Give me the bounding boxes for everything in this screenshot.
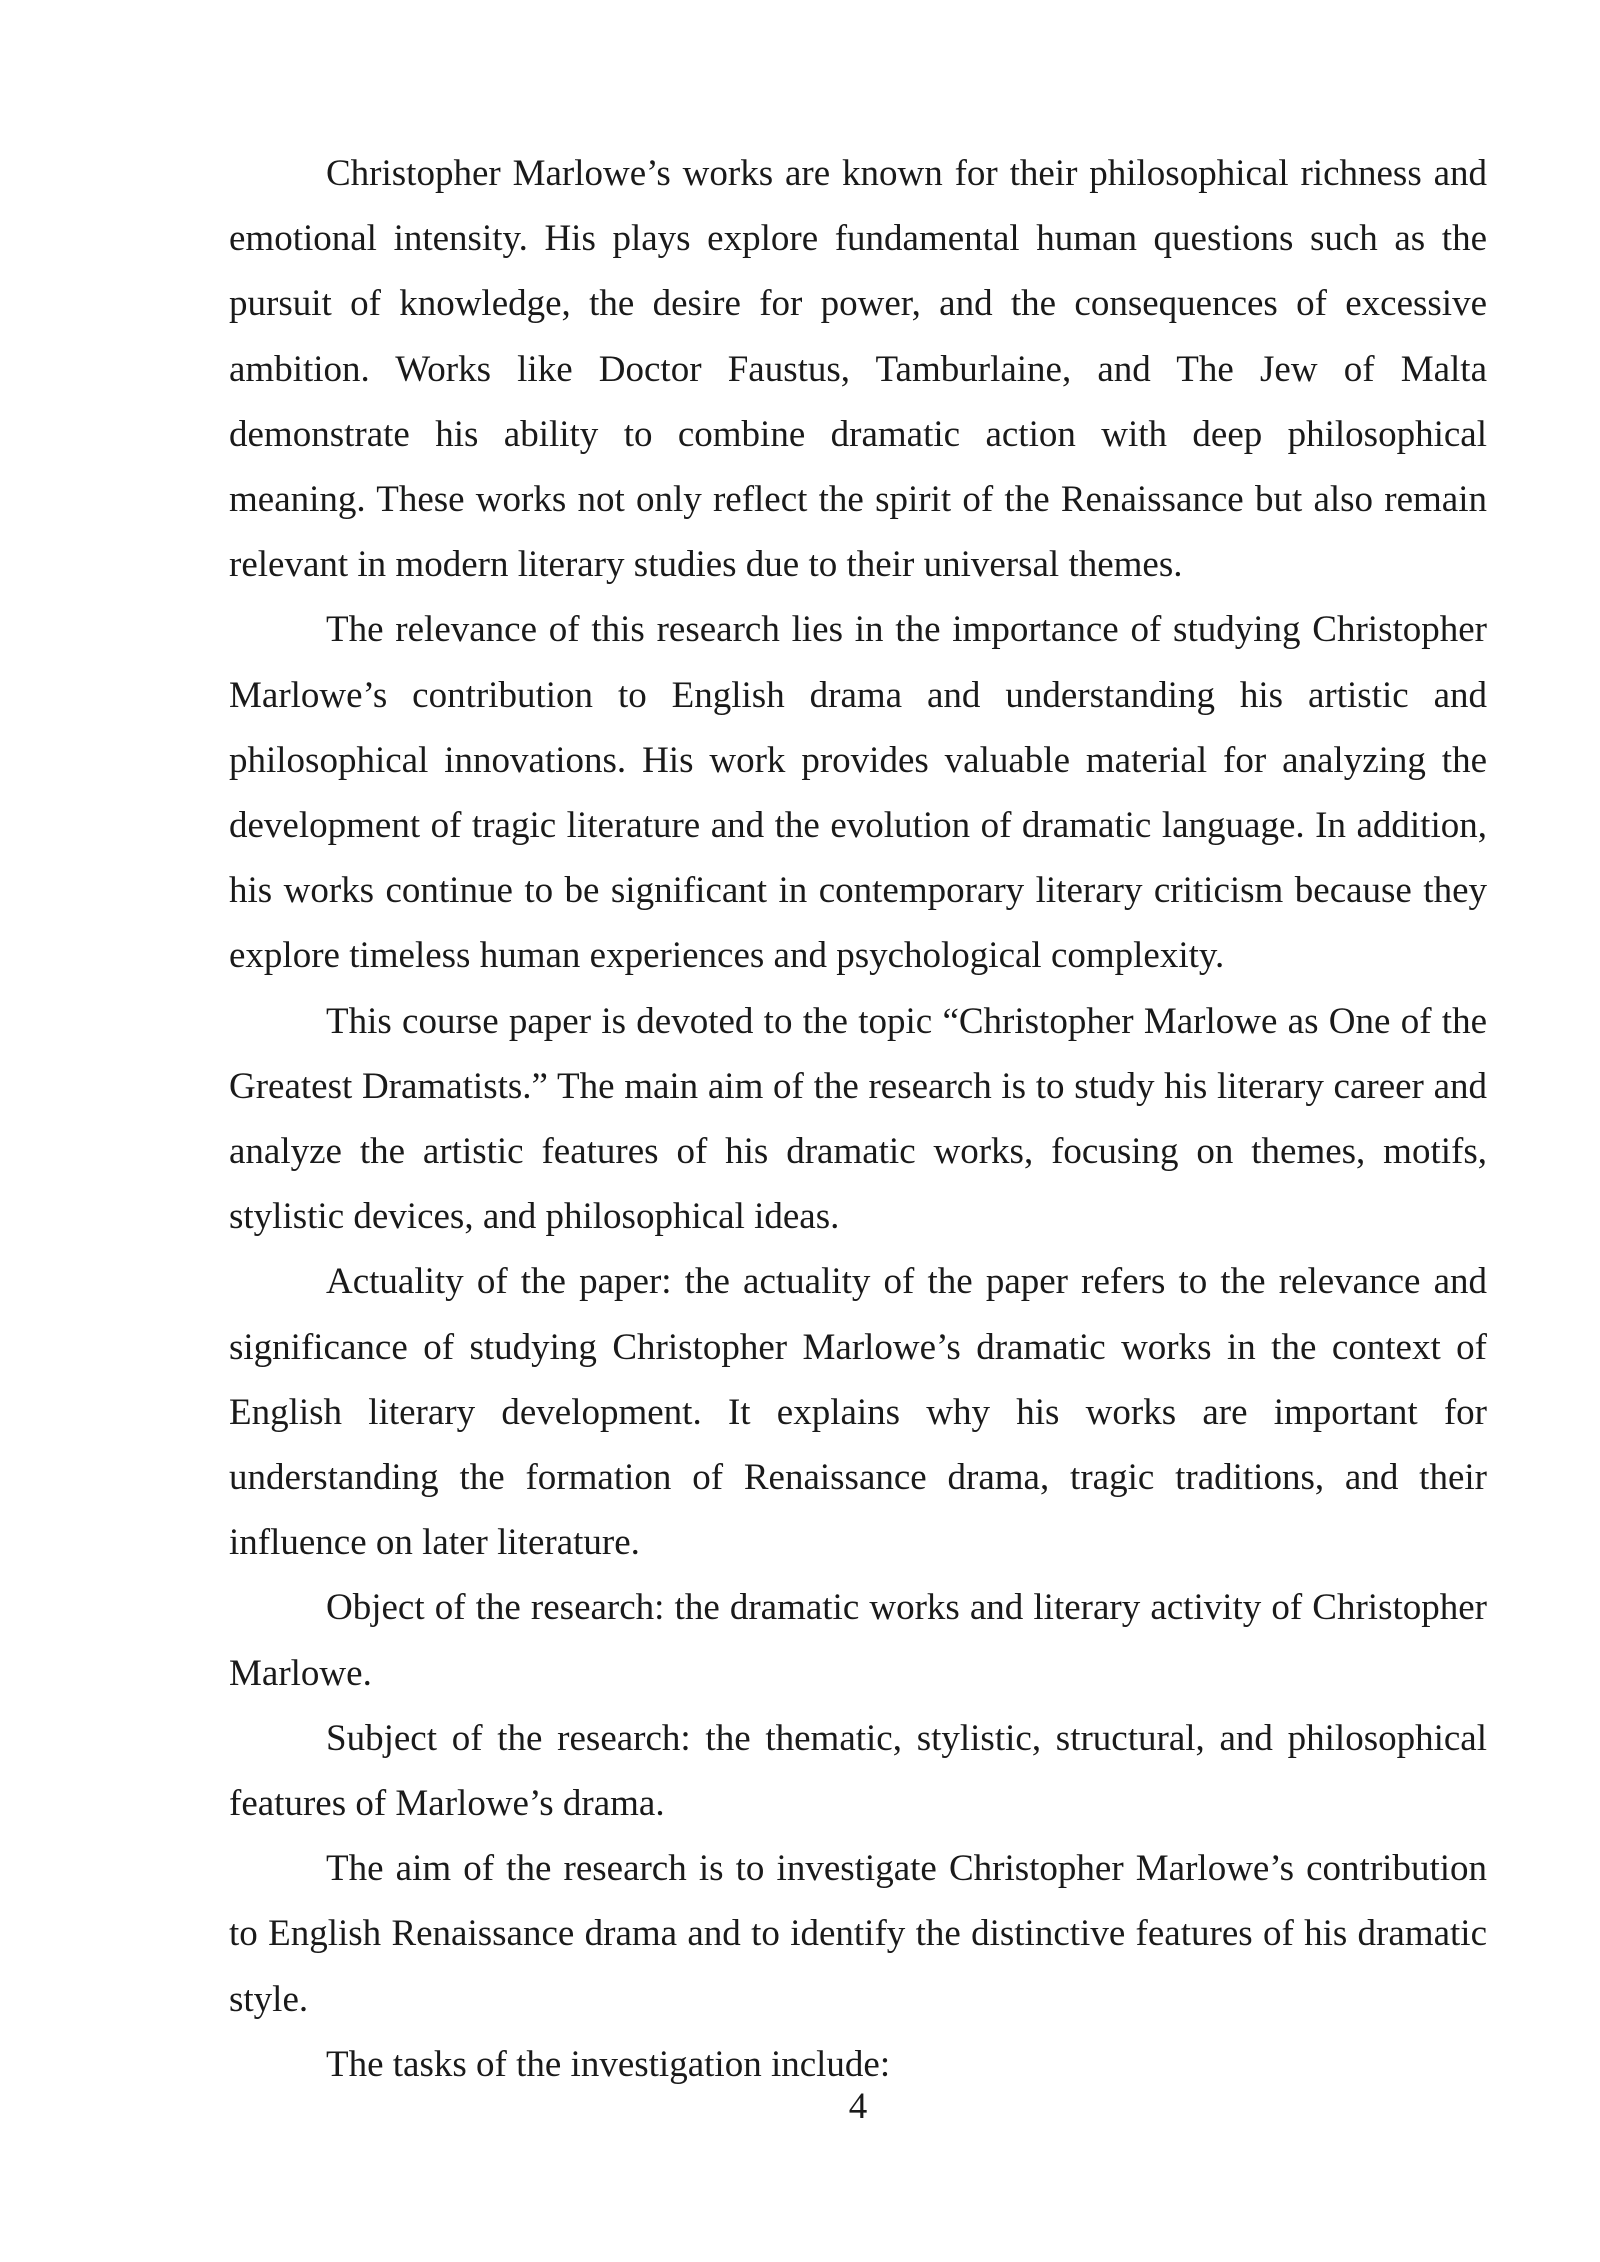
paragraph-object: Object of the research: the dramatic works and literary activity of Christopher Marlowe. xyxy=(229,1587,1487,1694)
paragraph-relevance: The relevance of this research lies in the importance of studying Christopher Marlowe’s contribution to English drama and understanding his artistic and philosophical innovations. His work provides valuable material for analyzing the development of tragic literature and the evolution of dramatic language. In addition, his works continue to be significant in contemporary literary criticism because they explore timeless human experiences and psychological complexity. xyxy=(229,609,1487,977)
paragraph-actuality: Actuality of the paper: the actuality of the paper refers to the relevance and significance of studying Christopher Marlowe’s dramatic works in the context of English literary development. It explains why his works are important for understanding the formation of Renaissance drama, tragic traditions, and their influence on later literature. xyxy=(229,1261,1487,1564)
paragraph-works-overview: Christopher Marlowe’s works are known for their philosophical richness and emotional intensity. His plays explore fundamental human questions such as the pursuit of knowledge, the desire for power, and the consequences of excessive ambition. Works like Doctor Faustus, Tamburlaine, and The Jew of Malta demonstrate his ability to combine dramatic action with deep philosophical meaning. These works not only reflect the spirit of the Renaissance but also remain relevant in modern literary studies due to their universal themes. xyxy=(229,153,1487,586)
paragraph-topic: This course paper is devoted to the topic “Christopher Marlowe as One of the Greatest Dramatists.” The main aim of the research is to study his literary career and analyze the artistic features of his dramatic works, focusing on themes, motifs, stylistic devices, and philosophical ideas. xyxy=(229,1000,1487,1238)
body-text xyxy=(229,141,1487,2097)
paragraph-subject: Subject of the research: the thematic, stylistic, structural, and philosophical features of Marlowe’s drama. xyxy=(229,1717,1487,1825)
paragraph-tasks: The tasks of the investigation include: xyxy=(326,2043,891,2085)
paragraph-aim: The aim of the research is to investigate Christopher Marlowe’s contribution to English Renaissance drama and to identify the distinctive features of his dramatic style. xyxy=(229,1848,1487,2020)
page-number: 4 xyxy=(848,2086,868,2127)
